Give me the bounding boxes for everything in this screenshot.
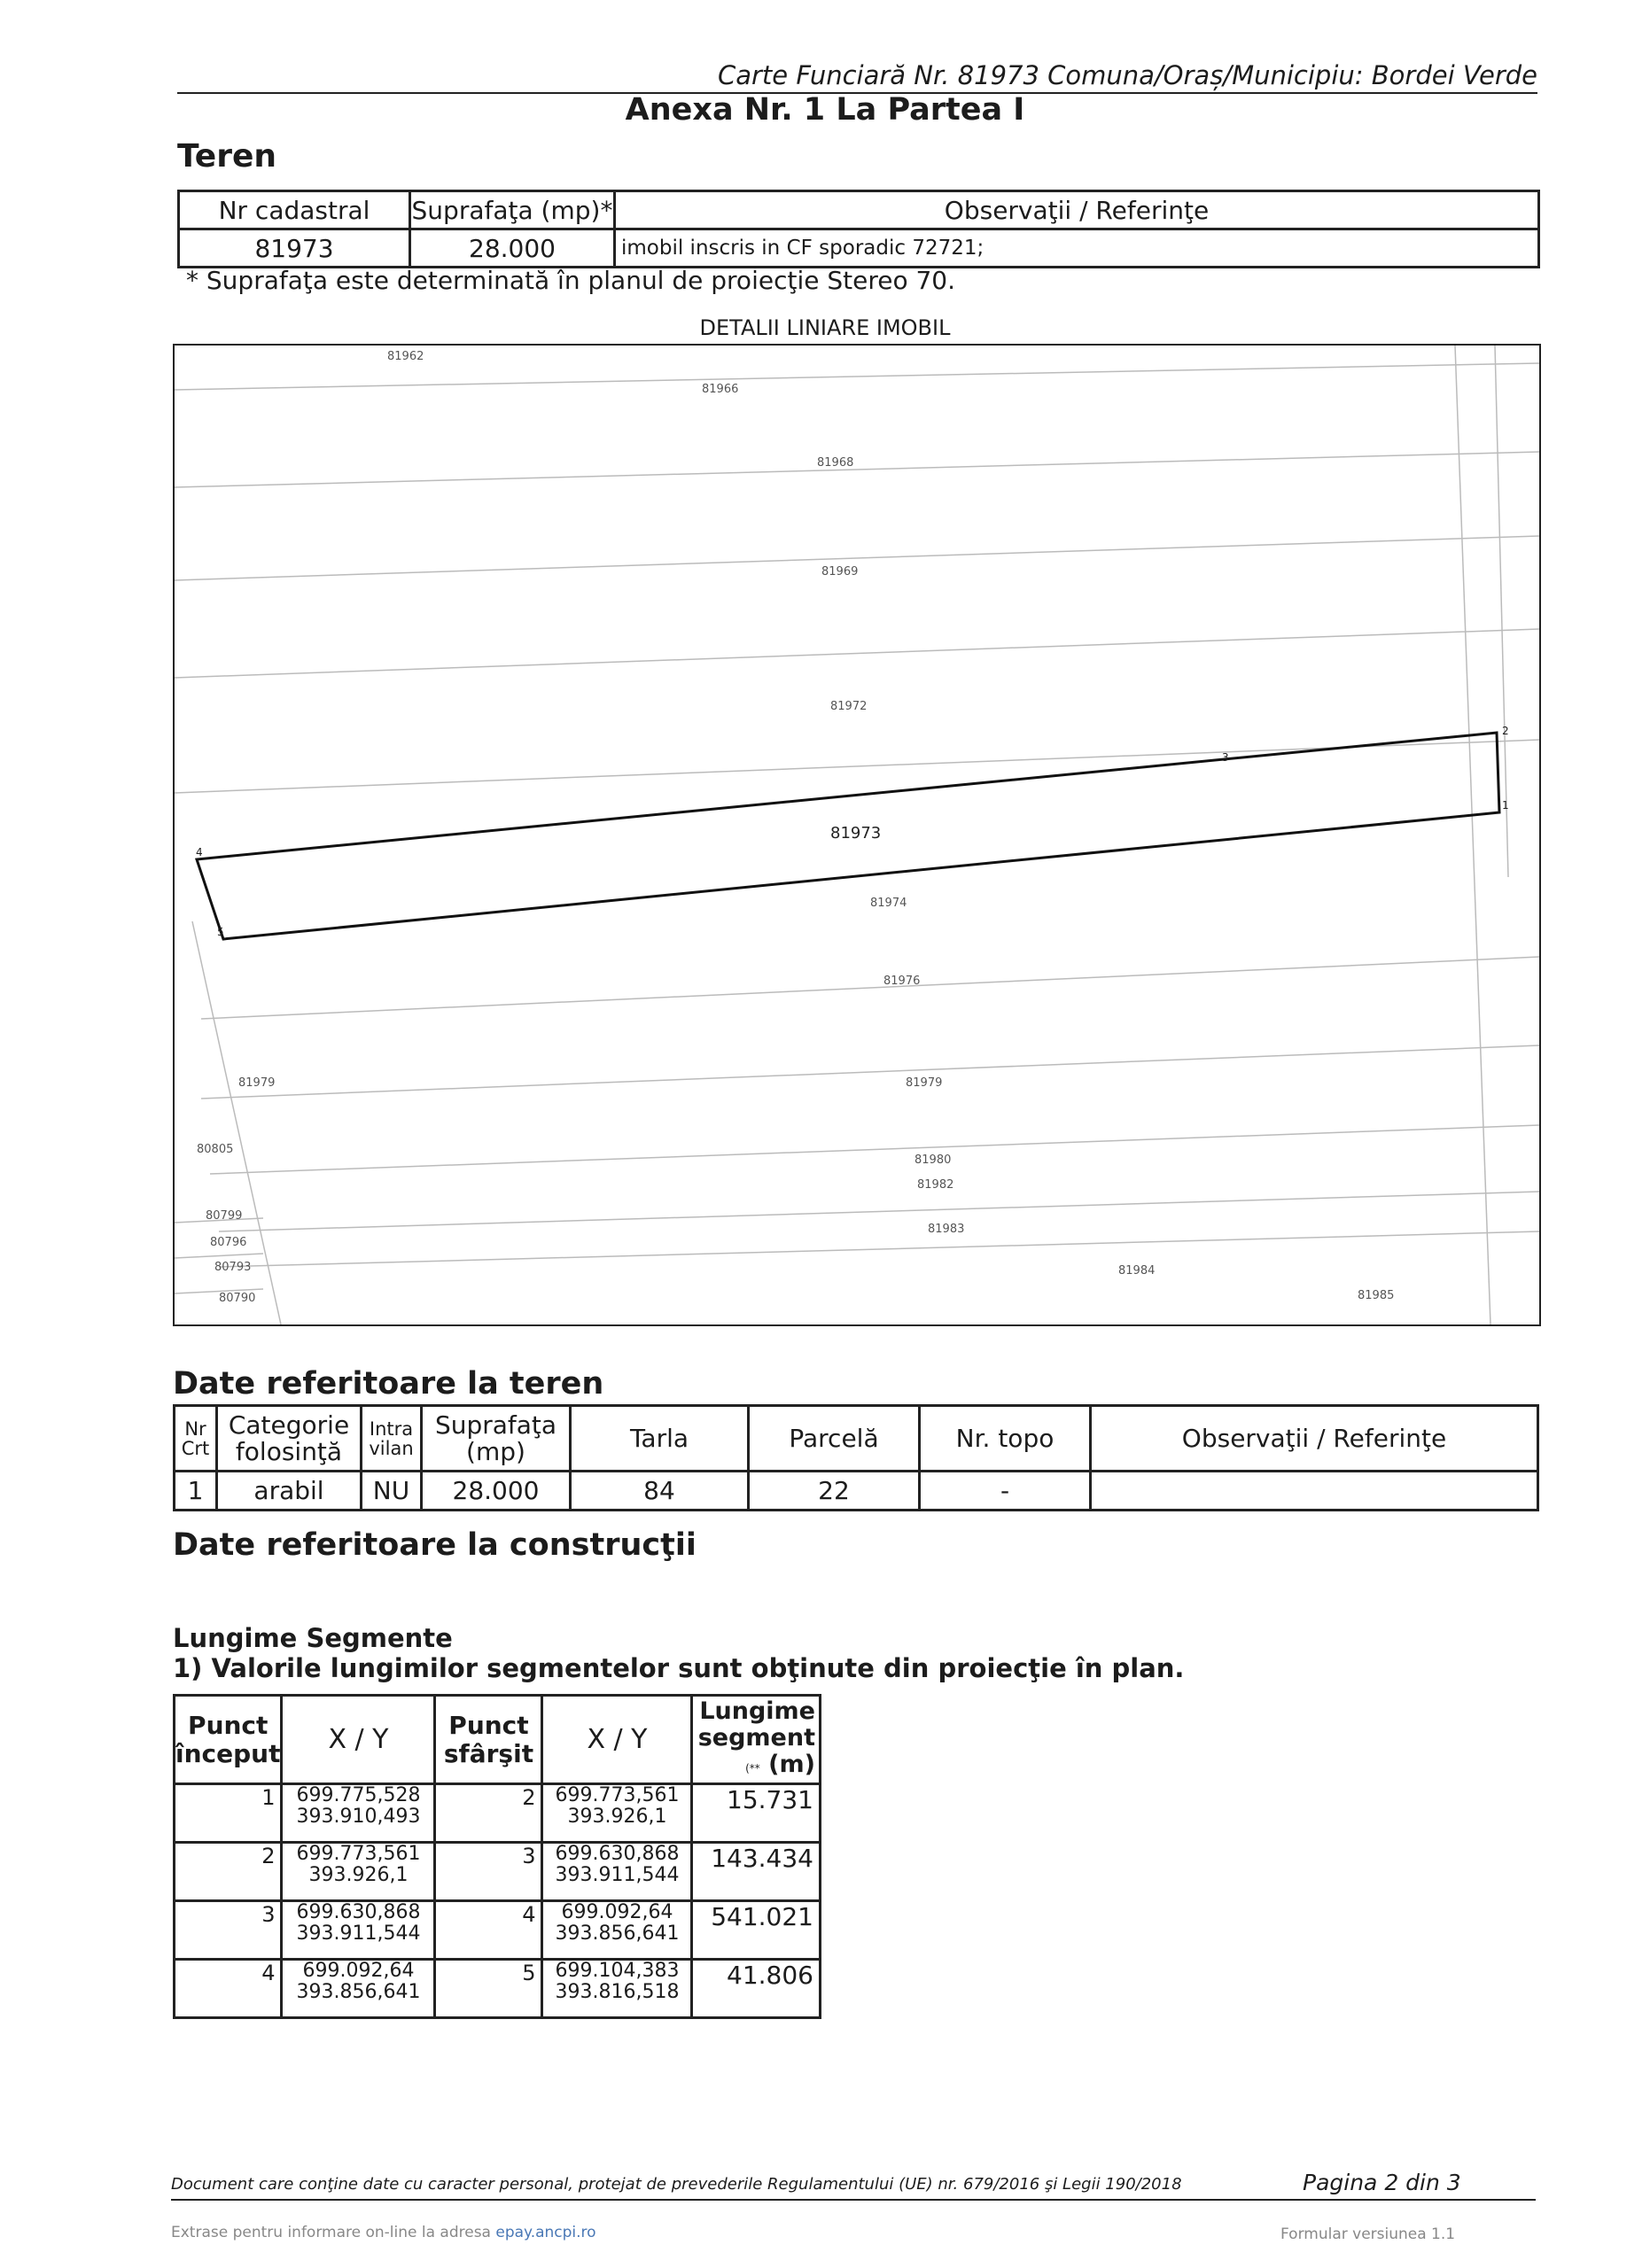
annex-title: Anexa Nr. 1 La Partea I [625, 92, 1025, 128]
teren-table [177, 190, 1540, 268]
parcel-label: 81979 [238, 1076, 276, 1090]
footer-disclaimer: Document care conţine date cu caracter personal, protejat de prevederile Regulamentului (UE) nr. 679/2016 şi Legii 190/2018 [171, 2175, 1182, 2194]
land-cell-parcela: 22 [749, 1472, 920, 1511]
land-cell-nr-topo: - [920, 1472, 1091, 1511]
coord-x: 699.092,64 [561, 1901, 673, 1923]
parcel-map [173, 344, 1541, 1326]
constructions-section-title: Date referitoare la construcţii [173, 1527, 697, 1563]
footer-extract-link[interactable]: epay.ancpi.ro [495, 2224, 596, 2241]
coord-y: 393.856,641 [555, 1922, 680, 1945]
seg-row-xy-end [542, 1960, 692, 2018]
seg-header-length [692, 1696, 821, 1784]
parcel-label: 81985 [1358, 1289, 1395, 1302]
seg-row-start: 3 [175, 1901, 282, 1960]
coord-x: 699.630,868 [296, 1901, 421, 1923]
coord-x: 699.104,383 [555, 1960, 680, 1982]
land-header-categorie-1: Categorie [228, 1410, 350, 1440]
seg-header-length-3: (m) [768, 1750, 815, 1778]
land-header-nr: Nr [184, 1418, 206, 1440]
coord-x: 699.773,561 [296, 1843, 421, 1865]
teren-cell-observatii: imobil inscris in CF sporadic 72721; [615, 229, 1539, 268]
coord-x: 699.630,868 [555, 1843, 680, 1865]
seg-row-xy-start [282, 1960, 435, 2018]
coord-x: 699.092,64 [302, 1960, 415, 1982]
seg-row-length: 143.434 [692, 1843, 821, 1901]
seg-header-xy-start: X / Y [282, 1696, 435, 1784]
land-header-intravilan [362, 1406, 422, 1472]
parcel-label: 81979 [906, 1076, 943, 1090]
seg-header-length-2: segment [697, 1723, 815, 1751]
seg-row-start: 2 [175, 1843, 282, 1901]
parcel-label: 81968 [817, 456, 854, 470]
coord-x: 699.775,528 [296, 1784, 421, 1806]
seg-row-xy-end [542, 1901, 692, 1960]
parcel-label: 80790 [219, 1292, 256, 1305]
land-cell-suprafata: 28.000 [422, 1472, 571, 1511]
land-cell-observatii [1091, 1472, 1538, 1511]
footer-divider [171, 2199, 1536, 2201]
coord-y: 393.911,544 [296, 1922, 421, 1945]
seg-row-end: 4 [435, 1901, 542, 1960]
land-cell-intravilan: NU [362, 1472, 422, 1511]
teren-cell-nr-cadastral: 81973 [179, 229, 410, 268]
land-header-intra: Intra [369, 1418, 414, 1440]
land-header-crt: Crt [181, 1437, 210, 1459]
footer-extract [171, 2224, 596, 2241]
segments-title: Lungime Segmente [173, 1623, 453, 1653]
segments-subtitle: 1) Valorile lungimilor segmentelor sunt obţinute din proiecţie în plan. [173, 1653, 1185, 1683]
cf-header-title: Carte Funciară Nr. 81973 Comuna/Oraș/Municipiu: Bordei Verde [717, 60, 1537, 90]
parcel-label: 80793 [214, 1261, 252, 1274]
seg-row-xy-end [542, 1843, 692, 1901]
seg-header-length-1: Lungime [699, 1697, 815, 1725]
land-data-section-title: Date referitoare la teren [173, 1366, 604, 1402]
point-label: 3 [1222, 751, 1229, 764]
land-cell-nr: 1 [175, 1472, 217, 1511]
teren-header-observatii: Observaţii / Referinţe [615, 191, 1539, 229]
land-header-categorie-2: folosinţă [235, 1436, 343, 1466]
land-cell-tarla: 84 [571, 1472, 749, 1511]
land-header-parcela: Parcelă [749, 1406, 920, 1472]
seg-row-xy-start [282, 1784, 435, 1843]
land-header-suprafata-1: Suprafaţa [434, 1410, 557, 1440]
parcel-label-main: 81973 [830, 824, 882, 843]
seg-header-start-1: Punct [188, 1710, 269, 1740]
seg-row-xy-start [282, 1843, 435, 1901]
coord-y: 393.926,1 [567, 1806, 667, 1828]
seg-header-length-note: (** [745, 1761, 760, 1775]
land-header-nr-topo: Nr. topo [920, 1406, 1091, 1472]
coord-y: 393.910,493 [296, 1806, 421, 1828]
parcel-label: 81974 [870, 897, 907, 910]
seg-header-xy-end: X / Y [542, 1696, 692, 1784]
parcel-label: 81976 [883, 975, 921, 988]
seg-row-end: 2 [435, 1784, 542, 1843]
seg-header-start [175, 1696, 282, 1784]
parcel-label: 81984 [1118, 1264, 1156, 1278]
footer-page-number: Pagina 2 din 3 [1303, 2170, 1461, 2195]
land-header-observatii: Observaţii / Referinţe [1091, 1406, 1538, 1472]
land-header-suprafata-2: (mp) [466, 1436, 525, 1466]
seg-header-end-2: sfârşit [443, 1738, 534, 1768]
map-title: DETALII LINIARE IMOBIL [699, 315, 951, 340]
parcel-label: 81980 [915, 1153, 952, 1167]
point-label: 1 [1502, 799, 1509, 812]
parcel-label: 81966 [702, 383, 739, 396]
seg-row-end: 5 [435, 1960, 542, 2018]
land-cell-categorie: arabil [217, 1472, 362, 1511]
parcel-label: 80805 [197, 1143, 234, 1156]
parcel-label: 81983 [928, 1223, 965, 1236]
coord-y: 393.911,544 [555, 1864, 680, 1886]
land-header-tarla: Tarla [571, 1406, 749, 1472]
teren-section-title: Teren [177, 138, 276, 175]
seg-row-xy-end [542, 1784, 692, 1843]
land-header-vilan: vilan [369, 1437, 414, 1459]
seg-header-start-2: început [175, 1738, 281, 1768]
land-header-categorie [217, 1406, 362, 1472]
segments-table [173, 1694, 821, 2019]
seg-row-start: 4 [175, 1960, 282, 2018]
land-header-nr-crt [175, 1406, 217, 1472]
seg-header-end-1: Punct [448, 1710, 529, 1740]
footer-version: Formular versiunea 1.1 [1280, 2225, 1456, 2243]
point-label: 2 [1502, 725, 1509, 737]
parcel-label: 80799 [206, 1209, 243, 1223]
parcel-label: 81982 [917, 1178, 954, 1192]
parcel-label: 81969 [821, 565, 859, 579]
coord-y: 393.816,518 [555, 1981, 680, 2003]
teren-header-suprafata: Suprafaţa (mp)* [410, 191, 615, 229]
seg-row-start: 1 [175, 1784, 282, 1843]
land-data-table [173, 1404, 1539, 1511]
teren-cell-suprafata: 28.000 [410, 229, 615, 268]
point-label: 4 [196, 846, 203, 858]
parcel-label: 81962 [387, 350, 424, 363]
parcel-label: 81972 [830, 700, 868, 713]
seg-row-length: 541.021 [692, 1901, 821, 1960]
seg-row-length: 41.806 [692, 1960, 821, 2018]
seg-row-end: 3 [435, 1843, 542, 1901]
seg-header-end [435, 1696, 542, 1784]
point-label: 5 [217, 926, 224, 938]
footer-extract-text: Extrase pentru informare on-line la adresa [171, 2224, 491, 2241]
seg-row-xy-start [282, 1901, 435, 1960]
parcel-label: 80796 [210, 1236, 247, 1249]
teren-header-nr-cadastral: Nr cadastral [179, 191, 410, 229]
coord-x: 699.773,561 [555, 1784, 680, 1806]
land-header-suprafata [422, 1406, 571, 1472]
coord-y: 393.926,1 [308, 1864, 409, 1886]
seg-row-length: 15.731 [692, 1784, 821, 1843]
coord-y: 393.856,641 [296, 1981, 421, 2003]
teren-note: * Suprafaţa este determinată în planul de proiecţie Stereo 70. [186, 266, 956, 295]
